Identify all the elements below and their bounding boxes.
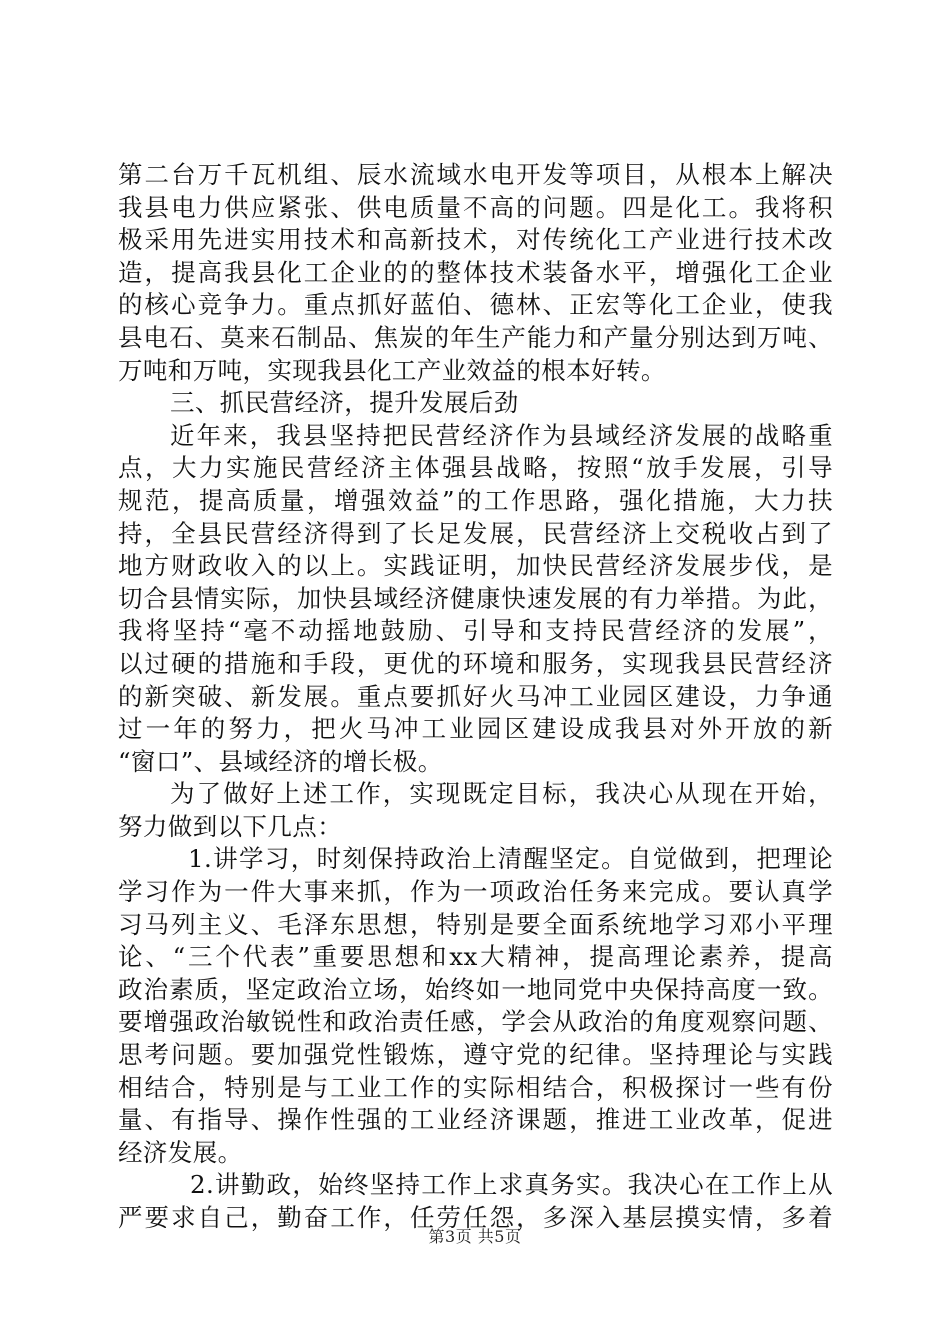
text-line: 论、“三个代表”重要思想和xx大精神，提高理论素养，提高 [118,942,833,972]
text-line: 地方财政收入的以上。实践证明，加快民营经济发展步伐，是 [118,551,833,581]
text-line: 的新突破、新发展。重点要抓好火马冲工业园区建设，力争通 [118,681,833,711]
text-line: 极采用先进实用技术和高新技术，对传统化工产业进行技术改 [118,225,833,255]
text-line: 万吨和万吨，实现我县化工产业效益的根本好转。 [118,355,666,385]
text-line: 我县电力供应紧张、供电质量不高的问题。四是化工。我将积 [118,192,833,222]
text-line: 以过硬的措施和手段，更优的环境和服务，实现我县民营经济 [118,648,833,678]
text-line: 学习作为一件大事来抓，作为一项政治任务来完成。要认真学 [118,877,833,907]
text-line: 造，提高我县化工企业的的整体技术装备水平，增强化工企业 [118,257,833,287]
text-line: 2.讲勤政，始终坚持工作上求真务实。我决心在工作上从 [190,1170,833,1200]
text-line: 县电石、莫来石制品、焦炭的年生产能力和产量分别达到万吨、 [118,322,833,352]
text-line: 努力做到以下几点： [118,811,343,841]
text-line: 点，大力实施民营经济主体强县战略，按照“放手发展，引导 [118,453,833,483]
text-line: 三、抓民营经济，提升发展后劲 [170,388,519,418]
text-line: 规范，提高质量，增强效益”的工作思路，强化措施，大力扶 [118,485,833,515]
text-line: 思考问题。要加强党性锻炼，遵守党的纪律。坚持理论与实践 [118,1040,833,1070]
text-line: 过一年的努力，把火马冲工业园区建设成我县对外开放的新 [118,714,833,744]
text-line: 我将坚持“毫不动摇地鼓励、引导和支持民营经济的发展”， [118,616,833,646]
text-line: 近年来，我县坚持把民营经济作为县域经济发展的战略重 [170,420,833,450]
text-line: 要增强政治敏锐性和政治责任感，学会从政治的角度观察问题、 [118,1007,833,1037]
page-footer: 第3页 共5页 [428,1227,522,1246]
text-line: 为了做好上述工作，实现既定目标，我决心从现在开始， [170,779,833,809]
text-line: 切合县情实际，加快县域经济健康快速发展的有力举措。为此， [118,583,833,613]
text-line: 持，全县民营经济得到了长足发展，民营经济上交税收占到了 [118,518,833,548]
text-line: 严要求自己，勤奋工作，任劳任怨，多深入基层摸实情，多着 [118,1203,833,1232]
text-line: 习马列主义、毛泽东思想，特别是要全面系统地学习邓小平理 [118,909,833,939]
text-line: 经济发展。 [118,1137,243,1167]
text-line: 1.讲学习，时刻保持政治上清醒坚定。自觉做到，把理论 [188,844,833,874]
text-line: 相结合，特别是与工业工作的实际相结合，积极探讨一些有份 [118,1072,833,1102]
text-line: “窗口”、县域经济的增长极。 [118,746,443,776]
text-line: 第二台万千瓦机组、辰水流域水电开发等项目，从根本上解决 [118,160,833,189]
body-text [118,159,833,1235]
text-line: 的核心竞争力。重点抓好蓝伯、德林、正宏等化工企业，使我 [118,290,833,320]
text-line: 政治素质，坚定政治立场，始终如一地同党中央保持高度一致。 [118,974,833,1004]
text-line: 量、有指导、操作性强的工业经济课题，推进工业改革，促进 [118,1105,833,1135]
